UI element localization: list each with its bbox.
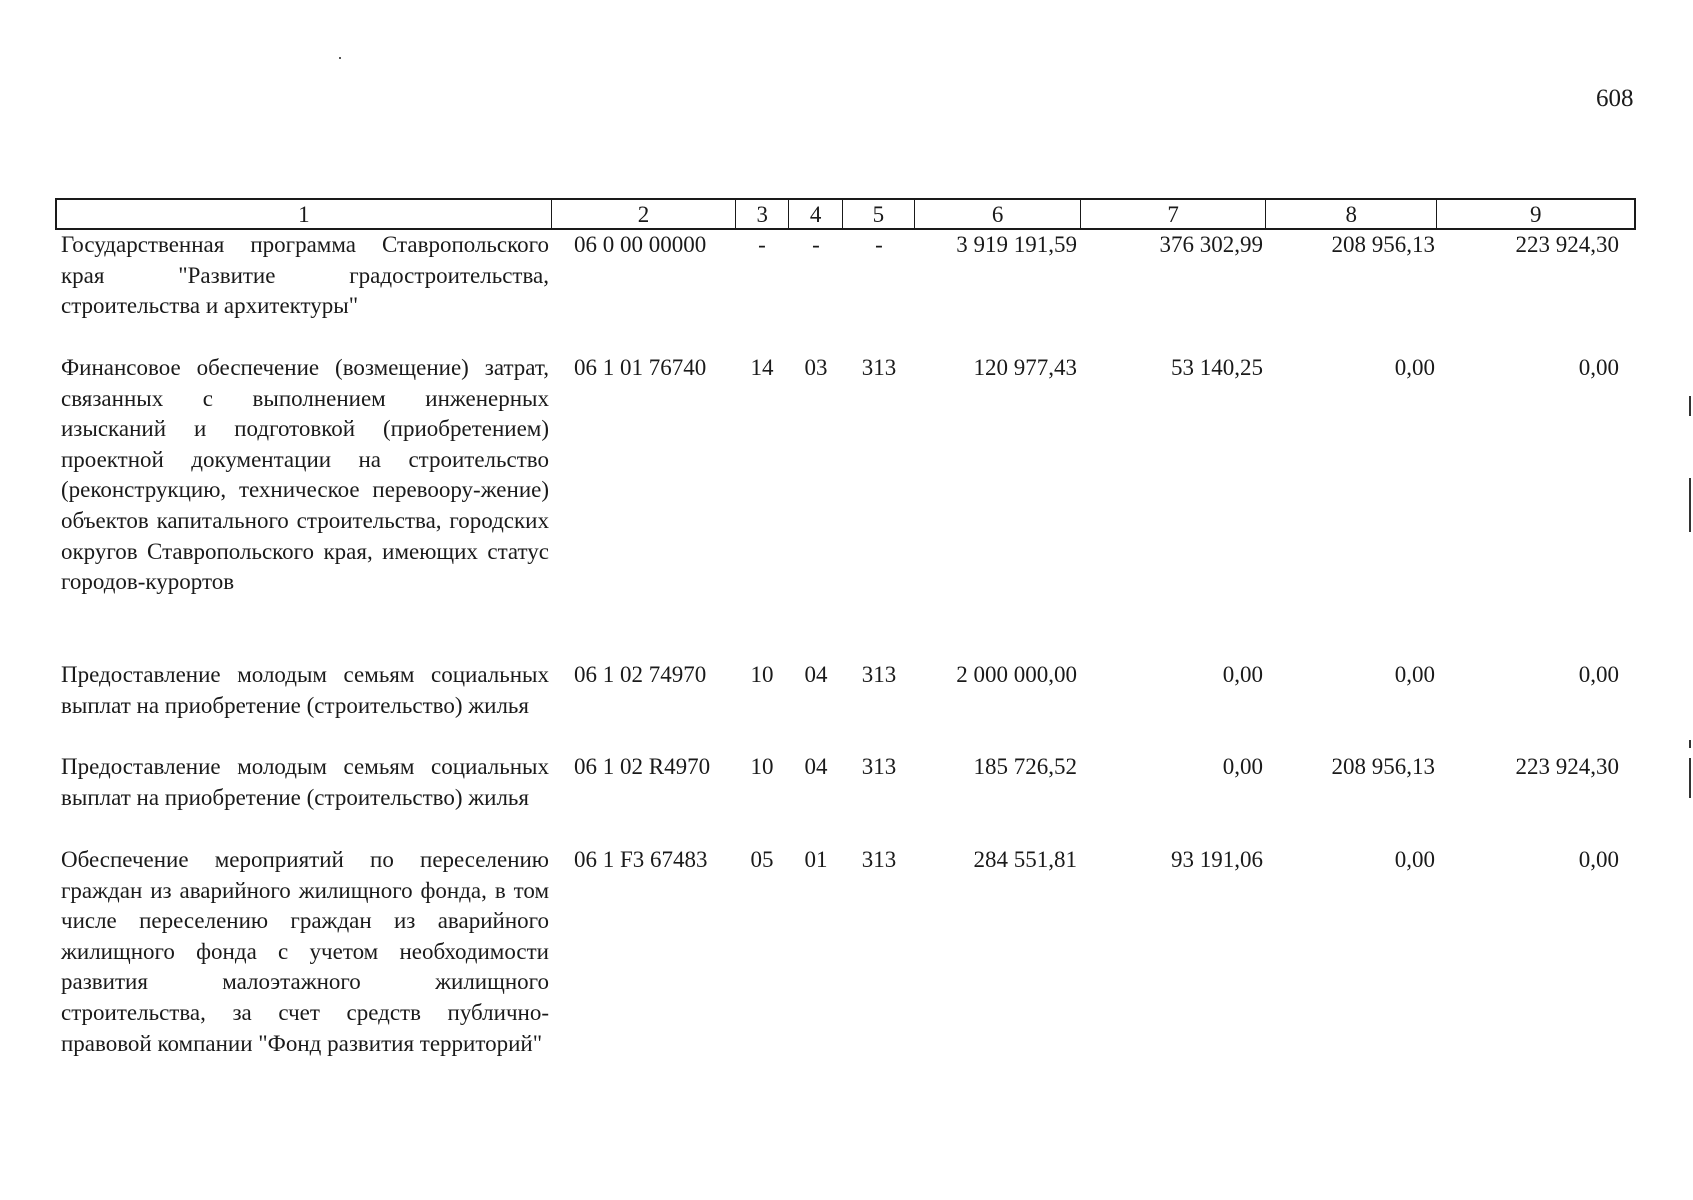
row-col9: 0,00 bbox=[1578, 662, 1619, 687]
row-col6: 3 919 191,59 bbox=[956, 232, 1077, 257]
row-name: Государственная программа Ставропольского края "Развитие градостроительства, строительства и архитектуры" bbox=[61, 232, 549, 319]
row-col9: 223 924,30 bbox=[1515, 754, 1619, 779]
row-col8: 208 956,13 bbox=[1331, 232, 1435, 257]
row-col7: 376 302,99 bbox=[1159, 232, 1263, 257]
row-col8: 0,00 bbox=[1394, 847, 1435, 872]
row-col4: 04 bbox=[804, 662, 828, 687]
row-col7: 93 191,06 bbox=[1171, 847, 1263, 872]
header-cell-9: 9 bbox=[1529, 202, 1542, 227]
row-name: Финансовое обеспечение (возмещение) затрат, связанных с выполнением инженерных изысканий и подготовкой (приобретением) проектной документации на строительство (реконструкцию, техническое перевоору-жение) объектов капитального строительства, городских округов Ставропольского края, имеющих статус городов-курортов bbox=[61, 355, 549, 595]
scan-speck bbox=[339, 57, 341, 59]
row-name: Предоставление молодым семьям социальных выплат на приобретение (строительство) жилья bbox=[61, 662, 549, 718]
header-cell-1: 1 bbox=[57, 200, 552, 228]
row-col7: 0,00 bbox=[1222, 662, 1263, 687]
row-code: 06 1 02 R4970 bbox=[574, 754, 711, 779]
scan-edge-mark bbox=[1689, 478, 1691, 532]
row-col9: 223 924,30 bbox=[1515, 232, 1619, 257]
row-col9: 0,00 bbox=[1578, 355, 1619, 380]
row-col6: 120 977,43 bbox=[973, 355, 1077, 380]
row-col4: 01 bbox=[804, 847, 828, 872]
row-col5: 313 bbox=[861, 847, 897, 872]
row-col5: 313 bbox=[861, 355, 897, 380]
row-col9: 0,00 bbox=[1578, 847, 1619, 872]
row-col8: 0,00 bbox=[1394, 662, 1435, 687]
header-cell-3: 3 bbox=[736, 200, 789, 228]
header-cell-7: 7 bbox=[1081, 200, 1266, 228]
row-col6: 2 000 000,00 bbox=[956, 662, 1077, 687]
header-cell-4: 4 bbox=[789, 200, 843, 228]
row-col4: - bbox=[812, 232, 820, 257]
row-col3: - bbox=[758, 232, 766, 257]
column-number-header bbox=[55, 198, 1636, 230]
scan-edge-mark bbox=[1689, 740, 1691, 748]
row-col6: 185 726,52 bbox=[973, 754, 1077, 779]
row-name: Обеспечение мероприятий по переселению граждан из аварийного жилищного фонда, в том числе переселению граждан из аварийного жилищного фонда с учетом необходимости развития малоэтажного жилищного строительства, за счет средств публично-правовой компании "Фонд развития территорий" bbox=[61, 847, 549, 1056]
row-code: 06 1 F3 67483 bbox=[574, 847, 708, 872]
row-col5: 313 bbox=[861, 754, 897, 779]
row-col6: 284 551,81 bbox=[973, 847, 1077, 872]
row-code: 06 1 02 74970 bbox=[574, 662, 707, 687]
row-col7: 53 140,25 bbox=[1171, 355, 1263, 380]
row-col8: 0,00 bbox=[1394, 355, 1435, 380]
row-col3: 10 bbox=[750, 662, 774, 687]
row-col5: 313 bbox=[861, 662, 897, 687]
page-number: 608 bbox=[1596, 85, 1634, 112]
header-cell-2: 2 bbox=[552, 200, 737, 228]
row-code: 06 1 01 76740 bbox=[574, 355, 707, 380]
header-cell-5: 5 bbox=[843, 200, 915, 228]
row-col3: 14 bbox=[750, 355, 774, 380]
scan-edge-mark bbox=[1689, 758, 1691, 798]
scan-edge-mark bbox=[1689, 396, 1691, 416]
row-col3: 05 bbox=[750, 847, 774, 872]
header-cell-6: 6 bbox=[915, 200, 1082, 228]
row-name: Предоставление молодым семьям социальных выплат на приобретение (строительство) жилья bbox=[61, 754, 549, 810]
row-col3: 10 bbox=[750, 754, 774, 779]
row-col4: 03 bbox=[804, 355, 828, 380]
header-cell-8: 8 bbox=[1266, 200, 1438, 228]
row-col4: 04 bbox=[804, 754, 828, 779]
row-code: 06 0 00 00000 bbox=[574, 232, 707, 257]
row-col7: 0,00 bbox=[1222, 754, 1263, 779]
row-col8: 208 956,13 bbox=[1331, 754, 1435, 779]
row-col5: - bbox=[875, 232, 883, 257]
